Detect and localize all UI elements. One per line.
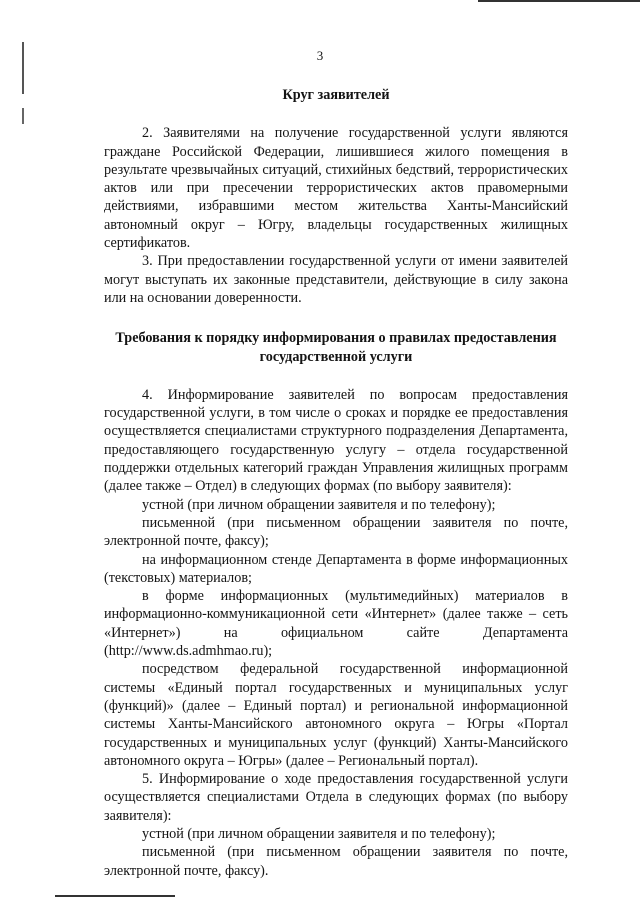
page-number: 3 [316,48,324,63]
paragraph: устной (при личном обращении заявителя и по телефону); [142,496,496,513]
scan-artifact-mark [22,108,24,124]
paragraph: письменной (при письменном обращении заявителя по почте, электронной почте, факсу). [104,844,568,879]
scan-artifact-line [55,895,175,897]
paragraph: в форме информационных (мультимедийных) материалов в информационно-коммуникационной сети «Интернет» (далее также – сеть «Интернет») на официальном сайте Департамента (http://www.ds.admhmao.ru); [104,588,568,660]
section-heading: Круг заявителей [282,87,390,103]
paragraph: 2. Заявителями на получение государственной услуги являются граждане Российской Федерации, лишившиеся жилого помещения в результате чрезвычайных ситуаций, стихийных бедствий, террористических актов или при пресечении террористических актов правомерными действиями, избравшими местом жительства Ханты-Мансийский автономный округ – Югру, владельцы государственных жилищных сертификатов. [104,125,568,252]
paragraph: на информационном стенде Департамента в форме информационных (текстовых) материалов; [104,551,568,586]
paragraph: устной (при личном обращении заявителя и по телефону); [142,825,496,842]
paragraph: 4. Информирование заявителей по вопросам предоставления государственной услуги, в том числе о сроках и порядке ее предоставления осуществляется специалистами структурного подразделения Департамента, предоставляющего государственную услугу – отдела государственной поддержки отдельных категорий граждан Управления жилищных программ (далее также – Отдел) в следующих формах (по выбору заявителя): [104,386,568,495]
paragraph: письменной (при письменном обращении заявителя по почте, электронной почте, факсу); [104,514,568,550]
scan-artifact-line [478,0,640,2]
paragraph: 3. При предоставлении государственной услуги от имени заявителей могут выступать их законные представители, действующие в силу закона или на основании доверенности. [104,253,568,306]
paragraph: 5. Информирование о ходе предоставления государственной услуги осуществляется специалистами Отдела в следующих формах (по выбору заявителя): [104,771,568,824]
section-heading: Требования к порядку информирования о правилах предоставления государственной услуги [115,330,557,365]
document-body [104,86,568,880]
paragraph: посредством федеральной государственной информационной системы «Единый портал государственных и муниципальных услуг (функций)» (далее – Единый портал) и региональной информационной системы Ханты-Мансийского автономного округа – Югры «Портал государственных и муниципальных услуг (функций) Ханты-Мансийского автономного округа – Югры» (далее – Региональный портал). [104,661,568,769]
